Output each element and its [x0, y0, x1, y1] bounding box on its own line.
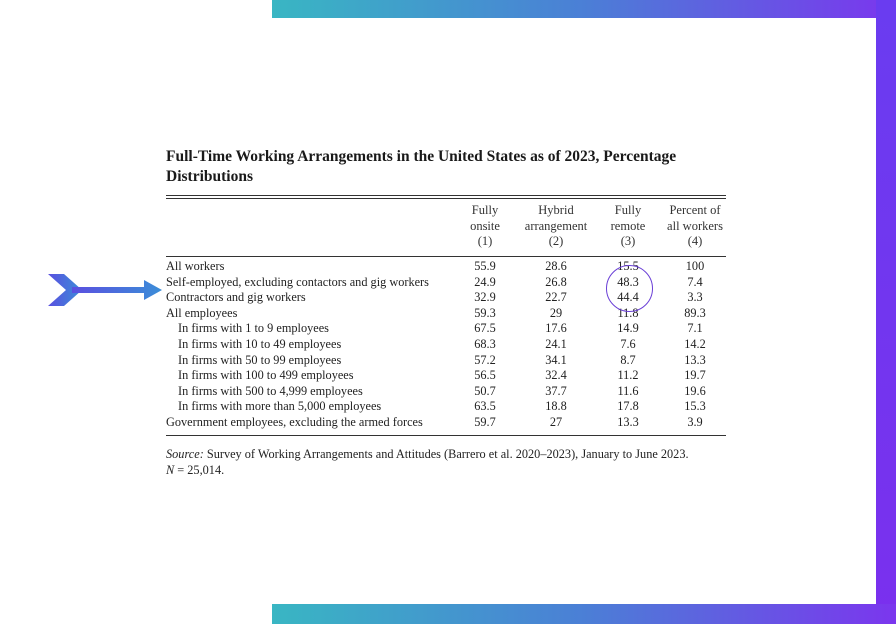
cell-hybrid: 26.8 — [545, 274, 567, 289]
table-row — [166, 384, 736, 400]
arrow-right-icon — [48, 272, 164, 308]
cell-hybrid: 28.6 — [545, 259, 567, 273]
row-label: All employees — [166, 305, 238, 320]
cell-percent-all: 100 — [685, 259, 705, 273]
table-row — [166, 399, 736, 415]
cell-percent-all: 19.6 — [684, 383, 706, 398]
table-title: Full-Time Working Arrangements in the United States as of 2023, Percentage Distributions — [166, 148, 677, 185]
table-row — [166, 259, 736, 275]
cell-fully-onsite: 59.3 — [474, 305, 496, 320]
cell-hybrid: 34.1 — [545, 352, 567, 367]
cell-fully-onsite: 67.5 — [474, 321, 496, 336]
row-label: In firms with 50 to 99 employees — [178, 352, 342, 367]
cell-percent-all: 7.1 — [687, 321, 703, 336]
decorative-gradient-bottom — [272, 604, 896, 624]
cell-fully-onsite: 59.7 — [474, 414, 496, 429]
cell-fully-remote: 48.3 — [617, 274, 639, 289]
table-bottom-rule — [166, 435, 726, 436]
cell-percent-all: 7.4 — [687, 274, 703, 289]
column-header-fully-remote: Fully remote (3) — [610, 203, 646, 248]
cell-hybrid: 22.7 — [545, 290, 567, 305]
decorative-gradient-right — [876, 0, 896, 624]
row-label: In firms with more than 5,000 employees — [178, 399, 382, 414]
column-header-percent-all: Percent of all workers (4) — [667, 203, 723, 248]
row-label: Contractors and gig workers — [166, 290, 306, 305]
row-label: In firms with 10 to 49 employees — [178, 336, 342, 351]
cell-fully-remote: 11.8 — [617, 305, 639, 320]
row-label: Self-employed, excluding contactors and gig workers — [166, 274, 429, 289]
sample-size-label: N — [166, 463, 175, 477]
table-top-rule-double — [166, 198, 726, 199]
table-row — [166, 368, 736, 384]
cell-fully-onsite: 63.5 — [474, 399, 496, 414]
cell-fully-onsite: 24.9 — [474, 274, 496, 289]
cell-fully-onsite: 57.2 — [474, 352, 496, 367]
cell-fully-remote: 13.3 — [617, 414, 639, 429]
row-label: In firms with 100 to 499 employees — [178, 368, 354, 383]
cell-hybrid: 24.1 — [545, 336, 567, 351]
cell-hybrid: 32.4 — [545, 368, 567, 383]
cell-hybrid: 18.8 — [545, 399, 567, 414]
cell-percent-all: 13.3 — [684, 352, 706, 367]
cell-fully-remote: 8.7 — [620, 352, 636, 367]
cell-hybrid: 37.7 — [545, 383, 567, 398]
cell-hybrid: 17.6 — [545, 321, 567, 336]
cell-fully-onsite: 56.5 — [474, 368, 496, 383]
source-text: Survey of Working Arrangements and Attitudes (Barrero et al. 2020–2023), January to June 2023. — [203, 447, 689, 461]
cell-fully-remote: 7.6 — [620, 336, 636, 351]
row-label: In firms with 500 to 4,999 employees — [178, 383, 363, 398]
cell-fully-remote: 11.2 — [617, 368, 639, 383]
cell-fully-remote: 44.4 — [617, 290, 639, 305]
row-label: All workers — [166, 259, 225, 273]
cell-fully-remote: 11.6 — [617, 383, 639, 398]
cell-percent-all: 3.9 — [687, 414, 703, 429]
table-header-rule — [166, 256, 726, 257]
source-note — [166, 446, 732, 478]
cell-fully-remote: 15.5 — [617, 259, 639, 273]
cell-percent-all: 15.3 — [684, 399, 706, 414]
table-row — [166, 306, 736, 322]
cell-fully-onsite: 50.7 — [474, 383, 496, 398]
cell-hybrid: 27 — [549, 414, 563, 429]
table-row — [166, 353, 736, 369]
sample-size-text: = 25,014. — [174, 463, 225, 477]
source-prefix: Source: — [166, 447, 204, 461]
cell-percent-all: 19.7 — [684, 368, 706, 383]
cell-fully-onsite: 68.3 — [474, 336, 496, 351]
table-top-rule — [166, 195, 726, 196]
cell-fully-remote: 17.8 — [617, 399, 639, 414]
column-header-hybrid: Hybrid arrangement (2) — [524, 203, 588, 248]
row-label: In firms with 1 to 9 employees — [178, 321, 329, 336]
cell-percent-all: 14.2 — [684, 336, 706, 351]
cell-fully-remote: 14.9 — [617, 321, 639, 336]
table-row — [166, 415, 736, 431]
row-label: Government employees, excluding the armed forces — [166, 414, 423, 429]
table-row — [166, 337, 736, 353]
highlight-circle — [606, 265, 653, 312]
decorative-gradient-top — [272, 0, 896, 18]
cell-percent-all: 89.3 — [684, 305, 706, 320]
cell-fully-onsite: 55.9 — [474, 259, 496, 273]
column-header-fully-onsite: Fully onsite (1) — [470, 203, 500, 248]
table-row — [166, 321, 736, 337]
cell-hybrid: 29 — [549, 305, 563, 320]
cell-fully-onsite: 32.9 — [474, 290, 496, 305]
cell-percent-all: 3.3 — [687, 290, 703, 305]
